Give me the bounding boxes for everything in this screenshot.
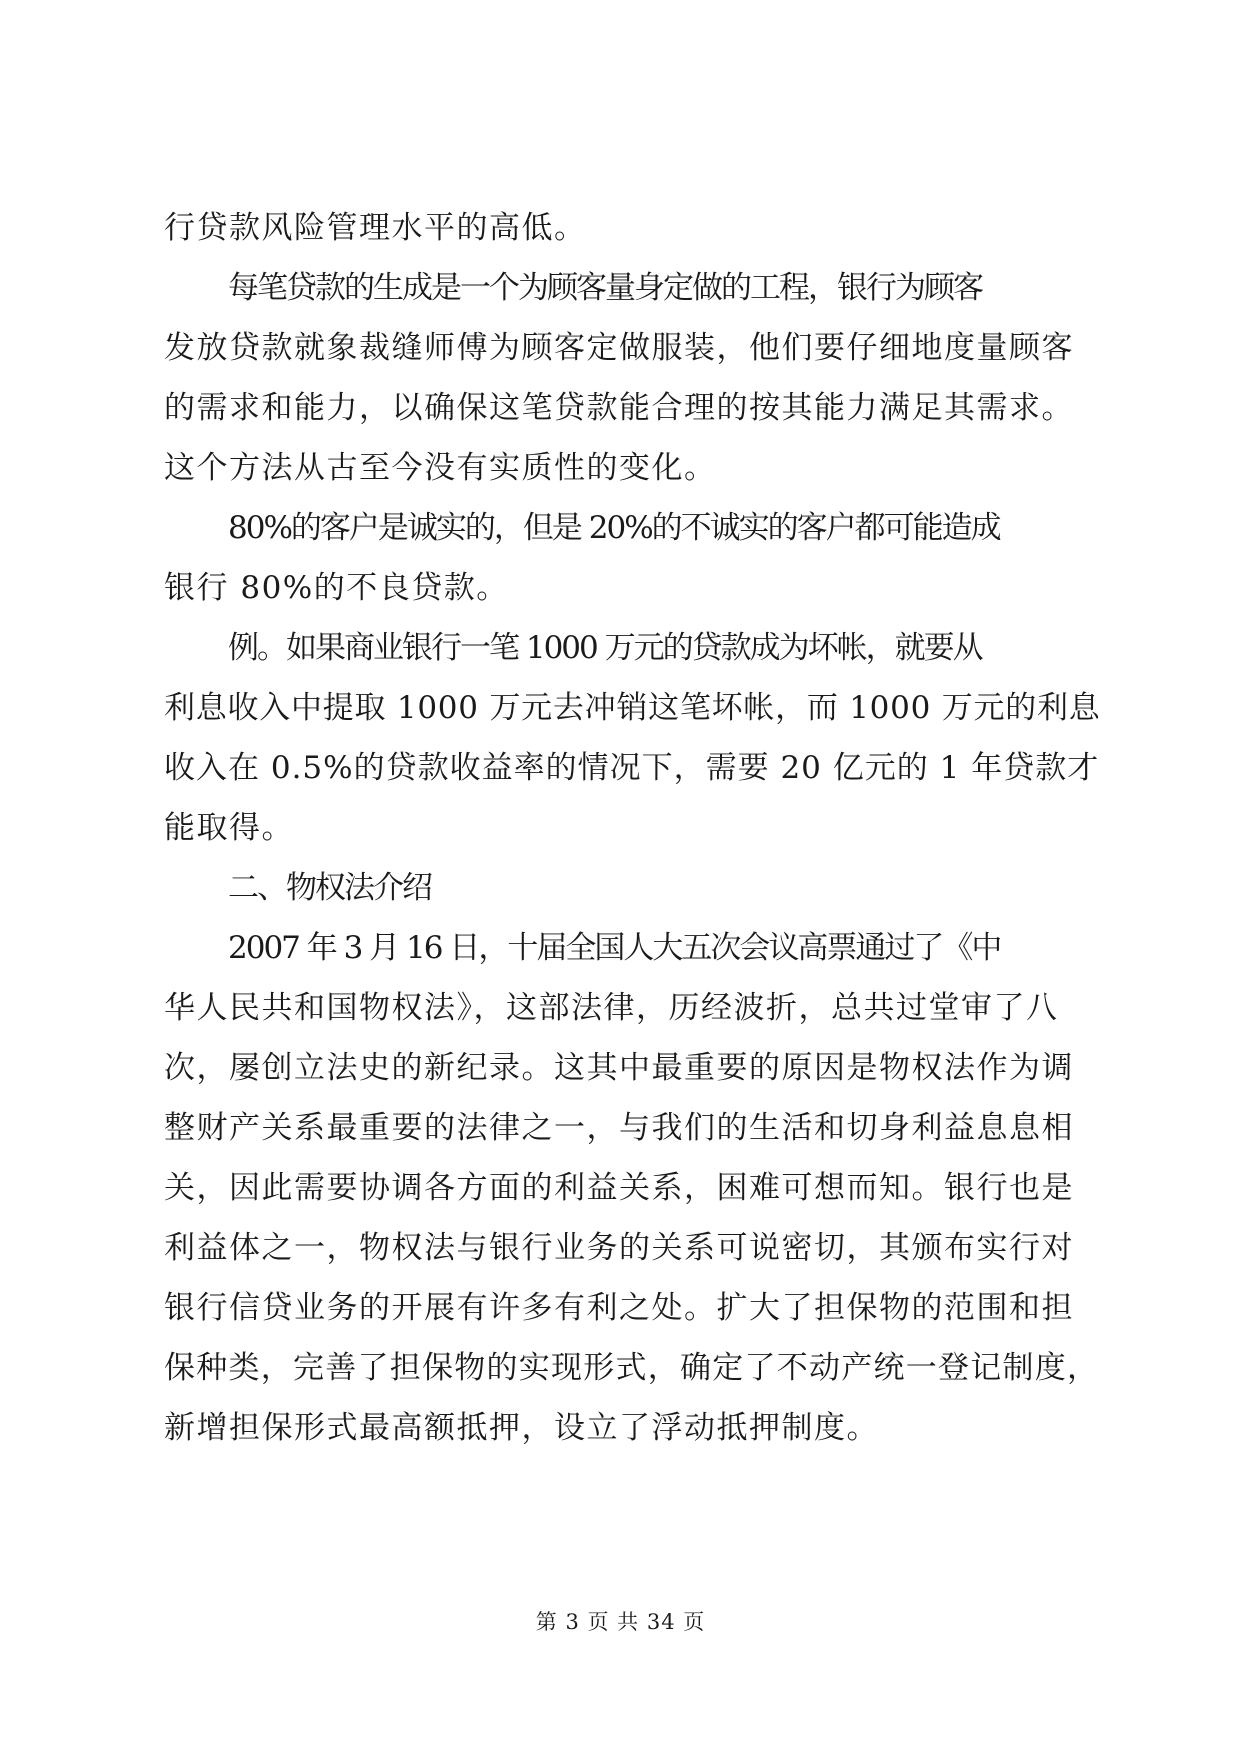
text-line: 次，屡创立法史的新纪录。这其中最重要的原因是物权法作为调 [164, 1050, 1074, 1086]
text-line: 整财产关系最重要的法律之一，与我们的生活和切身利益息息相 [164, 1110, 1074, 1146]
text-line: 银行 80%的不良贷款。 [164, 570, 509, 606]
text-line: 银行信贷业务的开展有许多有利之处。扩大了担保物的范围和担 [164, 1290, 1074, 1326]
text-line: 新增担保形式最高额抵押，设立了浮动抵押制度。 [164, 1410, 879, 1446]
text-line: 利益体之一，物权法与银行业务的关系可说密切，其颁布实行对 [164, 1230, 1074, 1266]
section-heading: 二、物权法介绍 [228, 870, 431, 906]
text-line: 能取得。 [164, 810, 294, 846]
page-number-footer: 第 3 页 共 34 页 [535, 1610, 706, 1634]
paragraph-start-line: 例。如果商业银行一笔 1000 万元的贷款成为坏帐，就要从 [228, 630, 982, 666]
text-line: 行贷款风险管理水平的高低。 [164, 210, 587, 246]
paragraph-start-line: 每笔贷款的生成是一个为顾客量身定做的工程，银行为顾客 [228, 270, 982, 306]
text-line: 收入在 0.5%的贷款收益率的情况下，需要 20 亿元的 1 年贷款才 [164, 750, 1100, 786]
text-line: 这个方法从古至今没有实质性的变化。 [164, 450, 717, 486]
text-line: 利息收入中提取 1000 万元去冲销这笔坏帐，而 1000 万元的利息 [164, 690, 1101, 726]
text-line: 保种类，完善了担保物的实现形式，确定了不动产统一登记制度， [164, 1350, 1100, 1386]
paragraph-start-line: 2007 年 3 月 16 日，十届全国人大五次会议高票通过了《中 [228, 930, 1001, 966]
text-line: 发放贷款就象裁缝师傅为顾客定做服装，他们要仔细地度量顾客 [164, 330, 1074, 366]
text-line: 的需求和能力，以确保这笔贷款能合理的按其能力满足其需求。 [164, 390, 1074, 426]
text-line: 关，因此需要协调各方面的利益关系，困难可想而知。银行也是 [164, 1170, 1074, 1206]
text-line: 华人民共和国物权法》，这部法律，历经波折，总共过堂审了八 [164, 990, 1059, 1026]
paragraph-start-line: 80%的客户是诚实的，但是 20%的不诚实的客户都可能造成 [228, 510, 1000, 546]
